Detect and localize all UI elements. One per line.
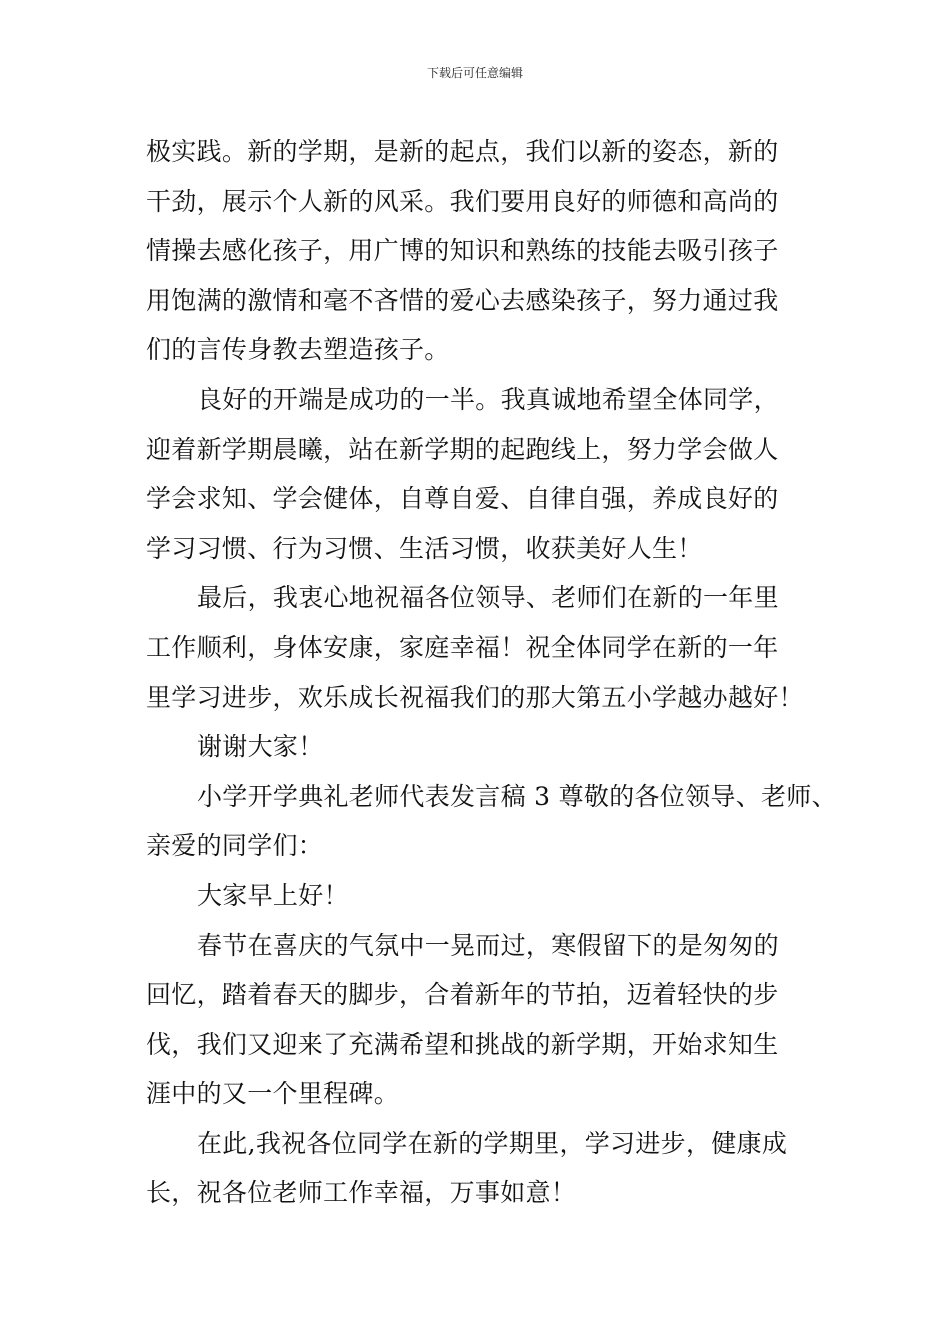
- text-line: 长，祝各位老师工作幸福，万事如意！: [146, 1178, 577, 1208]
- text-line: 学习习惯、行为习惯、生活习惯，收获美好人生！: [146, 533, 703, 563]
- text-line: 亲爱的同学们：: [146, 831, 324, 861]
- text-line: 伐，我们又迎来了充满希望和挑战的新学期，开始求知生: [146, 1029, 779, 1059]
- paragraph-first-line: 春节在喜庆的气氛中一晃而过，寒假留下的是匆匆的: [197, 930, 779, 960]
- text-line: 迎着新学期晨曦，站在新学期的起跑线上，努力学会做人: [146, 434, 779, 464]
- text-line: 情操去感化孩子，用广博的知识和熟练的技能去吸引孩子: [146, 236, 779, 266]
- text-line: 用饱满的激情和毫不吝惜的爱心去感染孩子，努力通过我: [146, 285, 779, 315]
- text-line: 里学习进步，欢乐成长祝福我们的那大第五小学越办越好！: [146, 682, 804, 712]
- text-line: 回忆，踏着春天的脚步，合着新年的节拍，迈着轻快的步: [146, 980, 779, 1010]
- paragraph-first-line: 谢谢大家！: [197, 732, 324, 762]
- text-line: 涯中的又一个里程碑。: [146, 1079, 400, 1109]
- paragraph-first-line: 最后，我衷心地祝福各位领导、老师们在新的一年里: [197, 583, 779, 613]
- text-line: 工作顺利，身体安康，家庭幸福！祝全体同学在新的一年: [146, 632, 779, 662]
- paragraph-first-line: 在此,我祝各位同学在新的学期里，学习进步，健康成: [197, 1128, 788, 1158]
- paragraph-first-line: 小学开学典礼老师代表发言稿 3 尊敬的各位领导、老师、: [197, 781, 837, 811]
- text-line: 干劲，展示个人新的风采。我们要用良好的师德和高尚的: [146, 186, 779, 216]
- text-line: 极实践。新的学期，是新的起点，我们以新的姿态，新的: [146, 137, 779, 166]
- text-line: 学会求知、学会健体，自尊自爱、自律自强，养成良好的: [146, 484, 779, 514]
- document-body: [146, 127, 846, 1218]
- paragraph-first-line: 良好的开端是成功的一半。我真诚地希望全体同学，: [197, 384, 779, 414]
- text-line: 们的言传身教去塑造孩子。: [146, 335, 450, 365]
- paragraph-first-line: 大家早上好！: [197, 880, 349, 910]
- page-header-note: 下载后可任意编辑: [426, 66, 523, 80]
